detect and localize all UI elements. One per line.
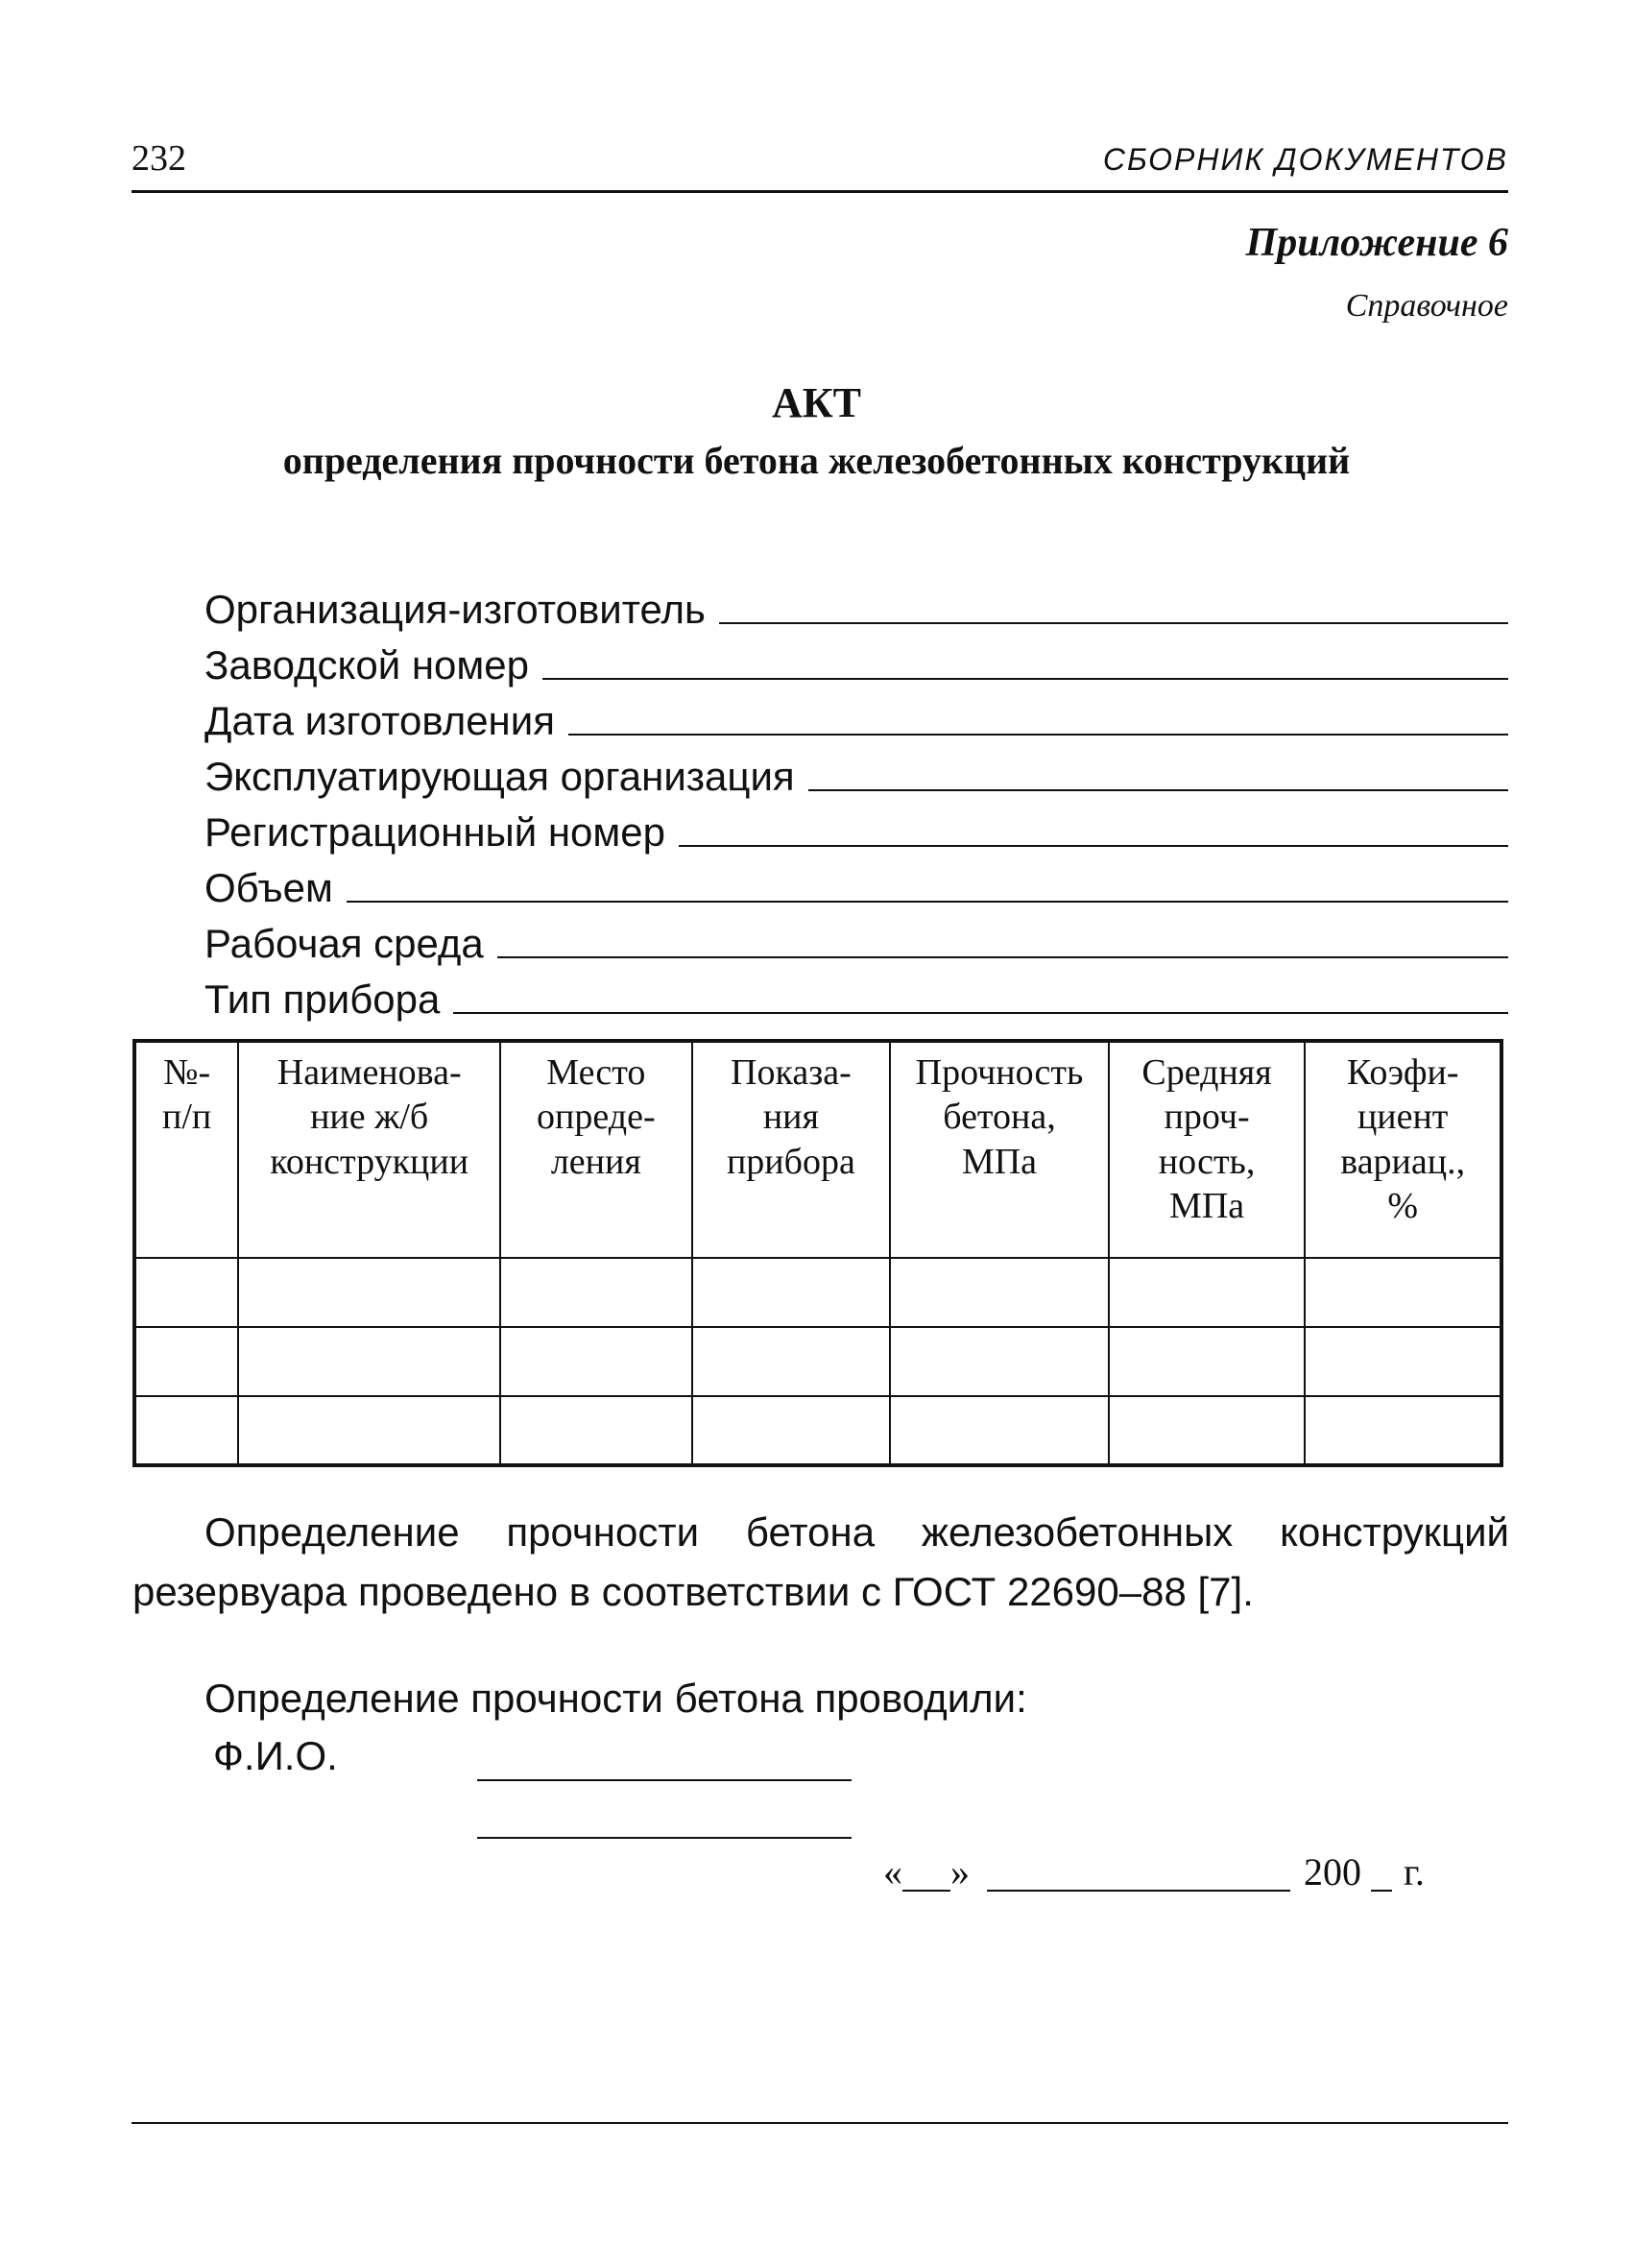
measurement-table [132,1039,1503,1467]
appendix-label: Приложение 6 [1245,221,1508,265]
table-cell [500,1396,692,1465]
field-label: Объем [204,865,333,910]
field-label: Заводской номер [204,642,529,688]
field-label: Эксплуатирующая организация [204,754,795,799]
year-suffix: г. [1404,1850,1425,1894]
column-header: Место опреде- ления [500,1041,692,1258]
fio-label: Ф.И.О. [213,1733,338,1778]
table-header-row [134,1041,1501,1258]
page-number: 232 [132,138,186,179]
field-row [204,741,1508,797]
table-cell [1305,1396,1501,1465]
field-blank-line [497,955,1508,958]
table-cell [1109,1396,1306,1465]
field-row [204,686,1508,741]
paragraph-line: резервуара проведено в соответствии с ГОСТ 22690–88 [7]. [132,1569,1254,1614]
date-line [883,1850,1425,1894]
field-blank-line [808,788,1508,791]
field-blank-line [347,900,1508,903]
document-title: АКТ [771,379,862,426]
signature-line [477,1837,852,1839]
table-cell [692,1258,891,1327]
field-row [204,797,1508,853]
month-blank [987,1859,1290,1892]
table-cell [238,1258,500,1327]
field-row [204,574,1508,630]
table-cell [134,1327,238,1396]
table-cell [238,1396,500,1465]
field-row [204,853,1508,908]
table-cell [1305,1327,1501,1396]
column-header: Средняя проч- ность, МПа [1109,1041,1306,1258]
column-header: Наименова- ние ж/б конструкции [238,1041,500,1258]
table-cell [890,1258,1109,1327]
body-paragraph [132,1503,1509,1622]
column-header: Прочность бетона, МПа [890,1041,1109,1258]
table-cell [1109,1327,1306,1396]
field-blank-line [453,1011,1508,1014]
table-row [134,1396,1501,1465]
field-blank-line [542,677,1508,680]
header-rule [132,190,1508,193]
field-blank-line [568,733,1508,736]
table-cell [1109,1258,1306,1327]
table-cell [890,1396,1109,1465]
field-label: Тип прибора [204,977,441,1022]
field-blank-line [719,621,1508,624]
table-row [134,1258,1501,1327]
table-cell [890,1327,1109,1396]
appendix-note: Справочное [1345,288,1508,324]
field-blank-line [679,844,1508,847]
document-subtitle: определения прочности бетона железобетонных конструкций [282,439,1351,482]
form-fields [204,574,1508,1020]
field-label: Дата изготовления [204,698,555,743]
table-row [134,1327,1501,1396]
table-cell [692,1327,891,1396]
signers-heading: Определение прочности бетона проводили: [204,1676,1027,1721]
year-blank [1371,1859,1392,1892]
table-cell [692,1396,891,1465]
running-title: СБОРНИК ДОКУМЕНТОВ [1102,142,1508,177]
column-header: Коэфи- циент вариац., % [1305,1041,1501,1258]
table-cell [1305,1258,1501,1327]
signature-line [477,1779,852,1781]
day-blank [902,1859,950,1892]
table-cell [134,1396,238,1465]
close-quote: » [950,1850,970,1894]
open-quote: « [883,1850,902,1894]
field-row [204,630,1508,686]
paragraph-line: Определение прочности бетона железобетонных конструкций [204,1509,1509,1555]
column-header: №- п/п [134,1041,238,1258]
field-label: Организация-изготовитель [204,587,706,632]
table-cell [238,1327,500,1396]
year-prefix: 200 [1304,1850,1361,1894]
table-cell [500,1258,692,1327]
column-header: Показа- ния прибора [692,1041,891,1258]
field-row [204,908,1508,964]
field-row [204,964,1508,1020]
footer-rule [132,2122,1508,2124]
table-cell [134,1258,238,1327]
field-label: Рабочая среда [204,921,484,966]
table-cell [500,1327,692,1396]
field-label: Регистрационный номер [204,809,665,855]
